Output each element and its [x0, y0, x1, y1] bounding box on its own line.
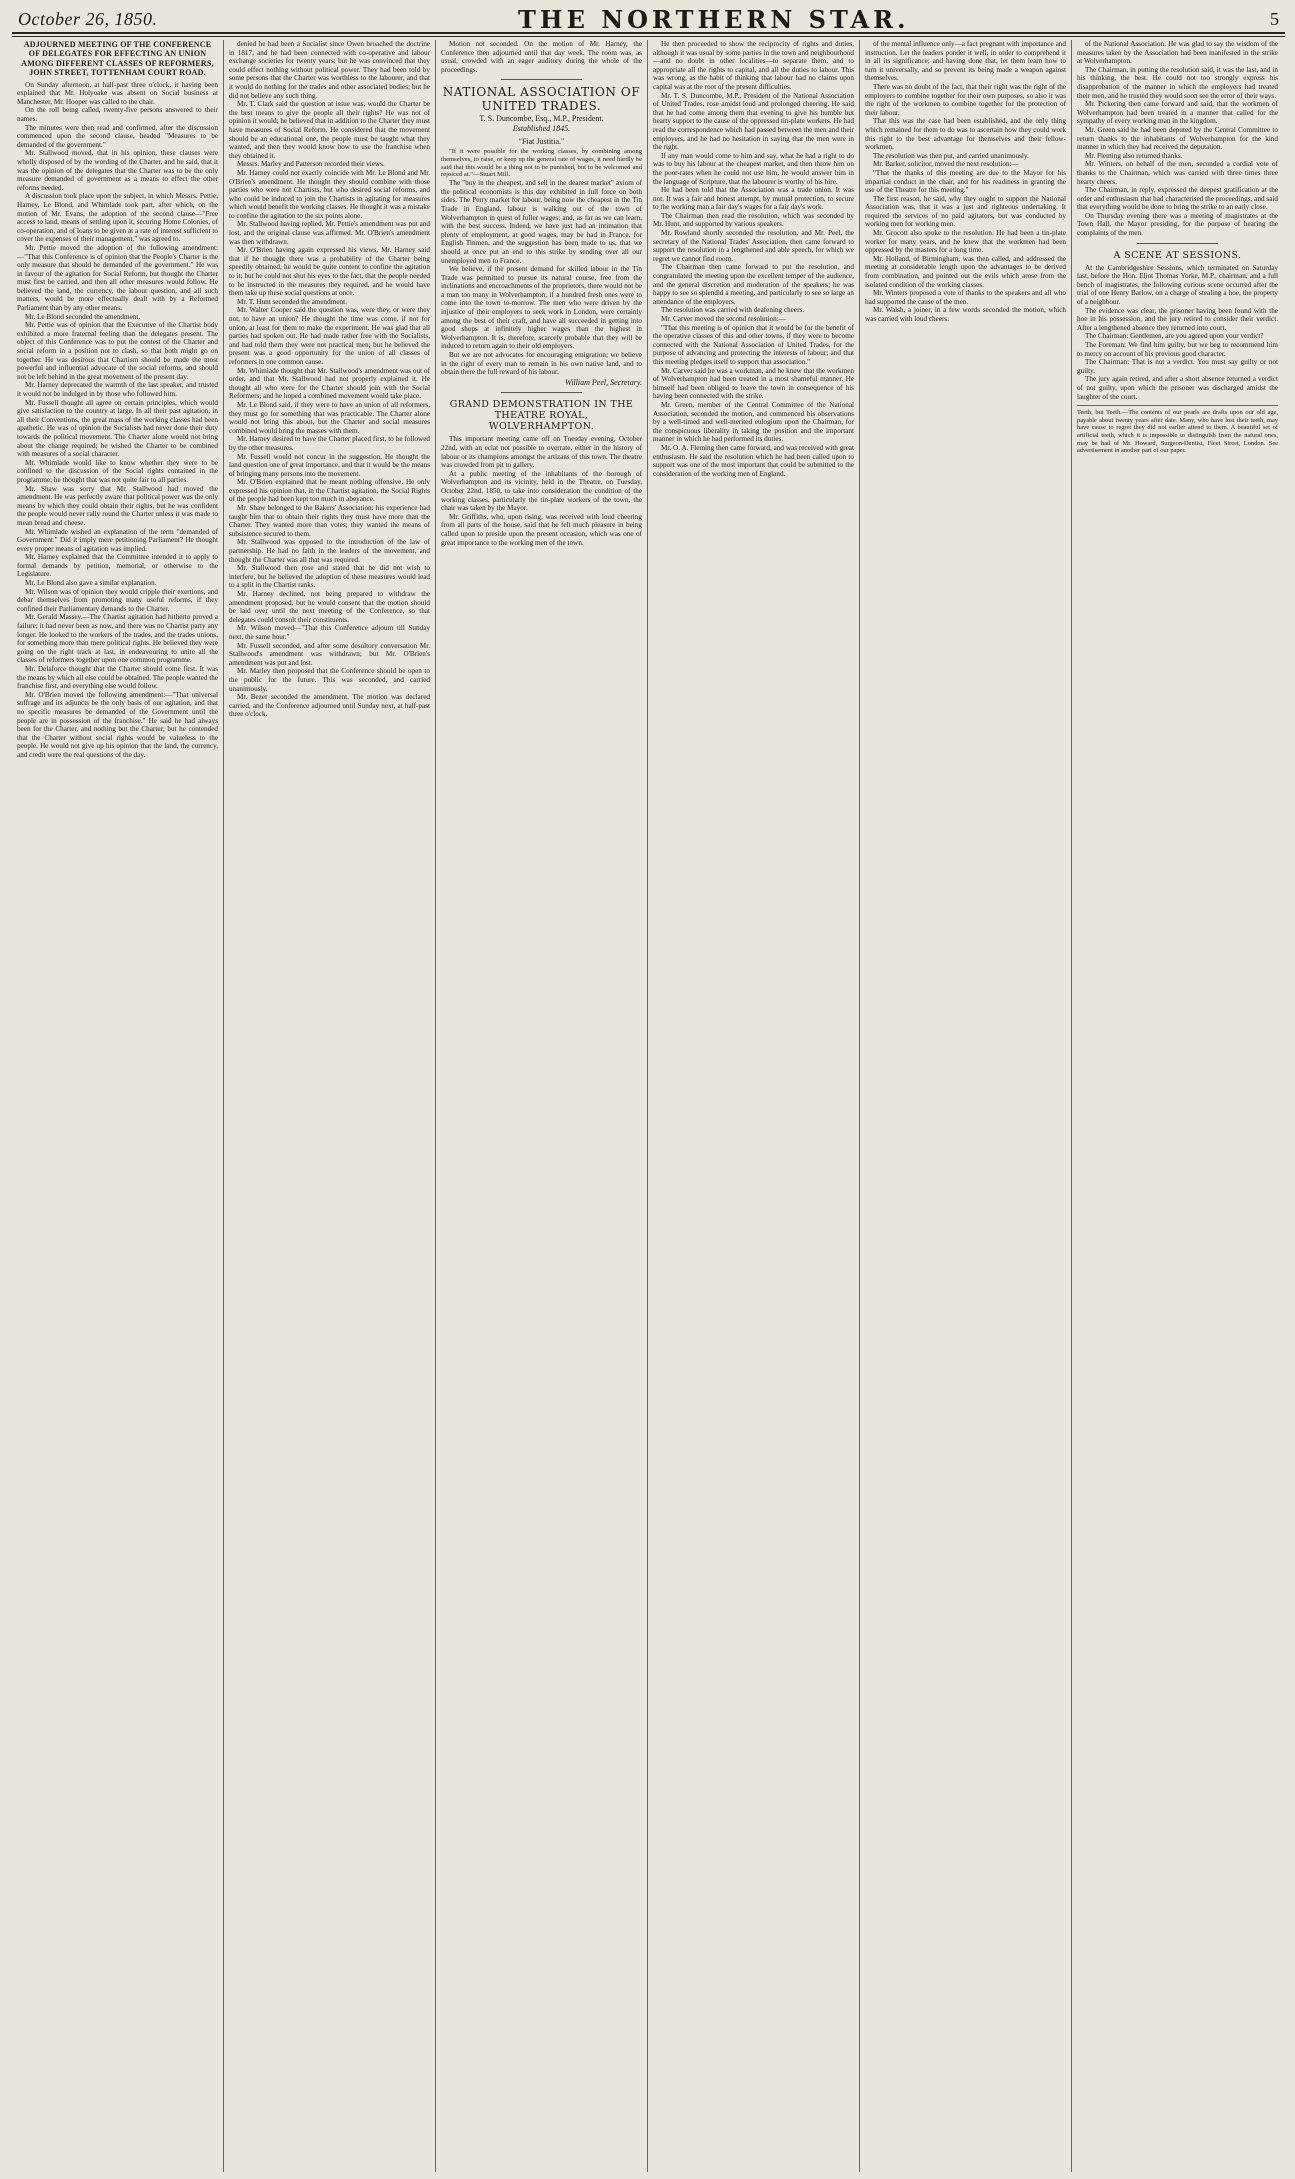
column-2-body	[229, 40, 430, 719]
article-paragraph: Mr. Green said he had been deputed by the Central Committee to return thanks to the inhabitants of Wolverhampton for the kind manner in which they had received the deputation.	[1077, 125, 1278, 152]
column-6-body	[1077, 40, 1278, 238]
columns	[12, 40, 1283, 2172]
article-paragraph: He had been told that the Association was a trade union. It was not. It was a fair and honest attempt, by mutual protection, to secure to the working man a fair day's wages for a fair day's work.	[653, 186, 854, 212]
article-paragraph: Mr. Harney declined, not being prepared to withdraw the amendment proposed, but he would consent that the motion should be laid over until the next meeting of the Conference, so that delegates could consult their constituents.	[229, 590, 430, 624]
article-paragraph: But we are not advocates for encouraging emigration; we believe in the right of every man to remain in his own native land, and to obtain there the full reward of his labour.	[441, 351, 642, 377]
article-paragraph: Mr. T. Hunt seconded the amendment.	[237, 297, 347, 306]
page-number: 5	[1270, 8, 1279, 29]
article-paragraph: The minutes were then read and confirmed, after the discussion commenced upon the second clause, headed "Measures to be demanded of the government."	[17, 123, 218, 149]
article-paragraph: A discussion took place upon the subject, in which Messrs. Pettie, Harney, Le Blond, and Whimlade took part, after which, on the motion of Mr. Evans, the adoption of the second clause—"Free access to land, means of settling upon it, securing Home Colonies, of co-operation, and of loans to be given at a rate of interest sufficient to cover the expenses of their management," was agreed to.	[17, 192, 218, 244]
article-paragraph: Mr. Whimlade thought that Mr. Stallwood's amendment was out of order, and that Mr. Stallwood had not properly explained it. He thought all who were for the Charter should join with the Social Reformers; and he hoped a combined movement would take place.	[229, 366, 430, 401]
article-paragraph: Mr. Le Blond also gave a similar explanation.	[25, 579, 157, 588]
article-paragraph: At the Cambridgeshire Sessions, which terminated on Saturday last, before the Hon. Eliot Thomas Yorke, M.P., chairman, and a full bench of magistrates, the following curious scene occurred after the trial of one Henry Barlow, on a charge of stealing a hoe, the property of a neighbour.	[1077, 263, 1278, 307]
article-paragraph: Mr. T. Clark said the question at issue was, would the Charter be the best means to give the people all their rights? He was not of opinion it would; he believed that in addition to the Charter they must have measures of Social Reform. He considered that the movement should be an educational one, the people must be taught what they wanted, and then they would know how to use the franchise when they obtained it.	[229, 100, 430, 160]
article-paragraph: Messrs. Marley and Patterson recorded their views.	[237, 160, 385, 169]
article-paragraph: Mr. Barker, solicitor, moved the next resolution:—	[873, 160, 1019, 169]
article-paragraph: Mr. Grocott also spoke to the resolution. He had been a tin-plate worker for many years, and he knew that the workmen had been oppressed by the masters for a long time.	[865, 229, 1066, 255]
article-paragraph: Mr. Fussell seconded, and after some desultory conversation Mr. Stallwood's amendment was withdrawn; but Mr. O'Brien's amendment was put and lost.	[229, 641, 430, 667]
masthead	[12, 6, 1285, 34]
article-paragraph: The evidence was clear, the prisoner having been found with the hoe in his possession, and the jury retired to consider their verdict. After a lengthened absence they returned into court.	[1077, 306, 1278, 332]
column-1-body	[17, 81, 218, 760]
article-paragraph: Mr. Winters proposed a vote of thanks to the speakers and all who had supported the cause of the men.	[865, 289, 1066, 306]
article-paragraph: The Chairman: That is not a verdict. You must say guilty or not guilty.	[1077, 358, 1278, 375]
column-4-body	[653, 40, 854, 478]
column-6	[1072, 40, 1283, 2172]
column-6-body-2	[1077, 264, 1278, 402]
article-paragraph: The Chairman, in reply, expressed the deepest gratification at the order and enthusiasm that had characterised the proceedings, and said that everything would be done to bring the strike to an early close.	[1077, 186, 1278, 212]
article-paragraph: Mr. Green, member of the Central Committee of the National Association, seconded the motion, and commenced his observations by a well-timed and well-merited eulogium upon the Chairman, for the conspicuous liberality in taking the position and the important manner in which he had performed its duties.	[653, 400, 854, 444]
article-paragraph: Mr. Pettie moved the adoption of the following amendment:—"That this Conference is of opinion that the People's Charter is the only measure that should be demanded of the government." He was in favour of the agitation for Social Reform, but thought the Charter must first be carried, and then all other measures would follow. He believed the land, the currency, the labour question, and all such matters, would be more effectually dealt with by a Reformed Parliament than by any other means.	[17, 243, 218, 313]
column-3-intro: Motion not seconded. On the motion of Mr. Harney, the Conference then adjourned until that day week. The room was, as usual, crowded with an eager auditory during the whole of the proceedings.	[441, 40, 642, 74]
article-paragraph: The resolution was carried with deafening cheers.	[661, 306, 805, 315]
association-established: Established 1845.	[512, 124, 571, 134]
article-paragraph: Mr. Wilson moved—"That this Conference adjourn till Sunday next, the same hour."	[229, 624, 430, 641]
article-paragraph: Mr. Stallwood then rose and stated that he did not wish to interfere, but he believed the adoption of these measures would lead to a split in the Chartist ranks.	[229, 564, 430, 590]
article-paragraph: On Thursday evening there was a meeting of magistrates at the Town Hall, the Mayor presiding, for the purpose of hearing the complaints of the men.	[1077, 211, 1278, 238]
article-paragraph: Mr. Stallwood having replied, Mr. Pettie's amendment was put and lost, and the original clause was affirmed. Mr. O'Brien's amendment was then withdrawn.	[229, 220, 430, 246]
article-paragraph: Mr. Pettie was of opinion that the Executive of the Chartist body exhibited a more fraternal feeling than the delegates present. The object of this Conference was to put the contest of the Charter and social reform in a position not to clash, so that both might go on together. He was desirous that Chartism should be made the most powerful and influential advocate of the social reforms, and should not be left behind in the great movement of the present day.	[17, 321, 218, 381]
column-3-body-2	[441, 435, 642, 547]
article-paragraph: Mr. Harney explained that the Committee intended it to apply to formal demands by petition, memorial, or otherwise to the Legislature.	[17, 553, 218, 579]
article-paragraph: Mr. Pickering then came forward and said, that the workmen of Wolverhampton had been treated in a manner that called for the sympathy of every working man in the kingdom.	[1077, 100, 1278, 126]
article-paragraph: Mr. Harney could not exactly coincide with Mr. Le Blond and Mr. O'Brien's amendment. He thought they should combine with those parties who were not Chartists, but who desired social reforms, and who could be induced to join the Chartists in agitating for measures which would benefit the working classes. He thought it was a mistake to confine the agitation to the six points alone.	[229, 168, 430, 220]
mill-quote: "If it were possible for the working classes, by combining among themselves, to raise, or keep up the general rate of wages, it need hardly be said that this would be a thing not to be punished, but to be welcomed and rejoiced at."—Stuart Mill.	[441, 147, 642, 179]
article-paragraph: The "buy in the cheapest, and sell in the dearest market" axiom of the political economists is this day exhibited in full force on both sides. The Perry market for labour, being now the cheapest in the Tin Trade in England, labour is walking out of the town of Wolverhampton in quest of fuller wages; and, as far as we can learn, with the best success. Indeed, we have just had an intimation that plenty of employment, at good wages, may be had in France, for English Tinmen, and the suggestion has been made to us, that we should at once put an end to this strike by sending over all our unemployed men to France.	[441, 179, 642, 265]
column-5	[860, 40, 1072, 2172]
article-paragraph: Mr. Rowland shortly seconded the resolution, and Mr. Peel, the secretary of the National Trades' Association, then came forward to support the resolution in a lengthened and able speech, for which we regret we cannot find room.	[653, 229, 854, 263]
article-paragraph: On the roll being called, twenty-five persons answered to their names.	[17, 106, 218, 123]
article-paragraph: Mr. Shaw was sorry that Mr. Stallwood had moved the amendment. He was perfectly aware that political power was the only means by which they could obtain their rights, but he was confident the people would never rally round the Charter unless it was made to mean bread and cheese.	[17, 484, 218, 527]
newspaper-title: THE NORTHERN STAR.	[518, 4, 910, 34]
divider	[501, 79, 581, 80]
association-motto: "Fiat Justitia."	[518, 136, 565, 146]
article-paragraph: Mr. Bezer seconded the amendment. The motion was declared carried, and the Conference adjourned until Sunday next, at half-past three o'clock.	[229, 693, 430, 719]
article-paragraph: Mr. Stallwood moved, that in his opinion, these clauses were wholly disposed of by the wording of the Charter, and he said, that it was the opinion of the delegates that the Charter was to be the only measure demanded of government as a means to effect the other reforms needed.	[17, 149, 218, 192]
article-paragraph: The first reason, he said, why they ought to support the National Association was, that it was a just and righteous undertaking. It required the services of no paid agitators, but was conducted by working men for working men.	[865, 194, 1066, 229]
article-paragraph: Mr. Shaw belonged to the Bakers' Association: his experience had taught him that to obtain their rights they must have more than the Charter. They wanted more than votes; they wanted the means of subsistence secured to them.	[229, 504, 430, 538]
article-paragraph: Mr. Stallwood was opposed to the introduction of the law of partnership. He had no faith in the leaders of the movement, and thought the Charter was all that was required.	[229, 538, 430, 564]
article-paragraph: Mr. Winters, on behalf of the men, seconded a cordial vote of thanks to the Chairman, which was carried with three times three hearty cheers.	[1077, 160, 1278, 186]
article-paragraph: Mr. Fussell would not concur in the suggestion. He thought the land question one of great importance, and that it would be the means of bringing many persons into the movement.	[229, 452, 430, 478]
article-paragraph: On Sunday afternoon, at half-past three o'clock, it having been explained that Mr. Holyoake was absent on Social business at Manchester, Mr. Hooper was called to the chair.	[17, 80, 218, 106]
article-paragraph: At a public meeting of the inhabitants of the borough of Wolverhampton and its vicinity, held in the Theatre, on Tuesday, October 22nd, 1850, to take into consideration the condition of the working classes, particularly the tin-plate workers of the town, the chair was taken by the Mayor.	[441, 469, 642, 513]
article-paragraph: of the National Association. He was glad to say the wisdom of the measures taken by the Association had been manifested in the strike at Wolverhampton.	[1077, 40, 1278, 66]
article-paragraph: Mr. O. A. Fleming then came forward, and was received with great enthusiasm. He said the resolution which he had been called upon to support was one of the most important that could be submitted to the consideration of the working men of England.	[653, 443, 854, 478]
article-paragraph: The Chairman then read the resolution, which was seconded by Mr. Hunt, and supported by various speakers.	[653, 211, 854, 229]
article-paragraph: That this was the case had been established, and the only thing which remained for them to do was to ascertain how they could work this right to the best advantage for themselves and their fellow-workmen.	[865, 117, 1066, 152]
article-paragraph: Mr. Fussell thought all agree on certain principles, which would give satisfaction to the country at large. In all their past agitation, in all their Conventions, the great mass of the working classes had been apathetic. He was of opinion the Socialists had never done their duty towards the political movement. The Charter alone would not bring about the change required; he wished the Charter to be combined with measures of a social character.	[17, 398, 218, 459]
article-paragraph: Mr. Le Blond said, if they were to have an union of all reformers, they must go for something that was practicable. The Charter alone would not bring this about, but the Charter and social measures combined would bring the masses with them.	[229, 400, 430, 435]
article-paragraph: He then proceeded to show the reciprocity of rights and duties, although it was usual by some parties in the town and neighbourhood—and no doubt in other localities—to separate them, and to appropriate all the rights to capital, and all the duties to labour. This was wrong, as the habit of thinking that labour had no claims upon capital was at the root of the present difficulties.	[653, 40, 854, 91]
article-paragraph: Mr. Delaforce thought that the Charter should come first. It was the means by which all else could be obtained. The people wanted the franchise first, and everything else would follow.	[17, 665, 218, 691]
column-3	[436, 40, 648, 2172]
article-paragraph: The Chairman, in putting the resolution said, it was the last, and in his thinking, the best. He could not too strongly express his disapprobation of the manner in which the employers had treated their men, and he trusted they would soon see the error of their ways.	[1077, 65, 1278, 100]
sessions-headline: A SCENE AT SESSIONS.	[1113, 249, 1242, 261]
article-paragraph: This important meeting came off on Tuesday evening, October 22nd, with an eclat not possible to overrate, either in the history of labour or its champions amongst the artizans of this town. The theatre was crowded from pit to gallery.	[441, 435, 642, 470]
divider	[501, 392, 581, 393]
article-paragraph: Mr. Whimlade would like to know whether they were to be confined to the discussion of the Social rights contained in the programme; he thought that was not quite fair to all parties.	[17, 458, 218, 484]
article-paragraph: "That the thanks of this meeting are due to the Mayor for his impartial conduct in the chair, and for his readiness in granting the use of the Theatre for this meeting."	[865, 168, 1066, 195]
article-paragraph: "That this meeting is of opinion that it would be for the benefit of the operative classes of this and other towns, if they were to become connected with the National Association of United Trades, for the purpose of advancing and protecting the interests of labour; and that this meeting pledges itself to support that association."	[653, 323, 854, 366]
article-paragraph: Mr. O'Brien having again expressed his views, Mr. Harney said that if he thought there was a probability of the Charter being speedily obtained, he would be quite content to confine the agitation to it; but he could not shut his eyes to the fact, that the people needed to be instructed in the measures they required, and he would have them take up these social questions at once.	[229, 246, 430, 298]
article-paragraph: Mr. O'Brien explained that he meant nothing offensive. He only expressed his opinion that, in the Chartist agitation, the Social Rights of the people had been kept too much in abeyance.	[229, 478, 430, 504]
article-paragraph: Mr. Harney deprecated the warmth of the last speaker, and trusted it would not be indulged in by those who followed him.	[17, 381, 218, 398]
article-paragraph: denied he had been a Socialist since Owen broached the doctrine in 1817, and he had been connected with co-operative and labour exchange societies for twenty years; but he was convinced that they could effect nothing without political power. They had been told by some persons that the Charter was worthless to the labourer, and that it would do nothing for the trades and other associated bodies; but he did not believe any such thing.	[229, 40, 430, 100]
article-paragraph: Mr. Carver moved the second resolution:—	[661, 315, 786, 323]
column-3-body	[441, 179, 642, 387]
article-paragraph: Mr. O'Brien moved the following amendment:—"That universal suffrage and its adjuncts be the only basis of our agitation, and that no specific measures be demanded of the Government until the people are in possession of the franchise." He said he had always been for the Charter, and nothing but the Charter; but he contended that the Charter without social rights would be valueless to the people. He would not give up his opinion that the land, the currency, and credit were the real questions of the day.	[17, 690, 218, 759]
article-paragraph: Mr. Fleming also returned thanks.	[1085, 151, 1183, 160]
conference-headline: ADJOURNED MEETING OF THE CONFERENCE OF DELEGATES FOR EFFECTING AN UNION AMONG DIFFERENT CLASSES OF REFORMERS, JOHN STREET, TOTTENHAM COURT ROAD.	[21, 40, 214, 78]
divider	[1137, 243, 1217, 244]
article-paragraph: Mr. Gerald Massey.—The Chartist agitation had hitherto proved a failure; it had never been as now, and there was no Chartist party any longer. He looked to the workers of the trades, and the trades unions, for something more than mere political rights. He believed they were going on the right track at last, in endeavouring to unite all the classes of reformers together upon one common programme.	[17, 613, 218, 665]
article-paragraph: Mr. Griffiths, who, upon rising, was received with loud cheering from all parts of the house, said that he felt much pleasure in being called upon to preside upon the present occasion, which was one of great importance to the working men of the town.	[441, 512, 642, 547]
issue-date: October 26, 1850.	[18, 8, 158, 29]
trades-association-headline: NATIONAL ASSOCIATION OF UNITED TRADES.	[442, 85, 641, 114]
masthead-rule	[12, 36, 1285, 37]
article-paragraph: of the mental influence only—a fact pregnant with importance and instruction. Let the leaders ponder it well, in order to comprehend it in all its significance; and having done that, let them learn how to turn it universally, and so prevent its being made a weapon against themselves.	[865, 40, 1066, 83]
article-paragraph: Mr. Carver said he was a workman, and he knew that the workmen of Wolverhampton had been treated in a most shameful manner. He himself had been obliged to leave the town in consequence of his having been connected with the strike.	[653, 366, 854, 401]
demonstration-headline: GRAND DEMONSTRATION IN THE THEATRE ROYAL, WOLVERHAMPTON.	[449, 399, 634, 433]
article-paragraph: Mr. T. S. Duncombe, M.P., President of the National Association of United Trades, rose amidst loud and prolonged cheering. He said that he had come among them that evening to give his humble but hearty support to the cause of the oppressed tin-plate workers. He had read the correspondence which had passed between the men and their employers, and he had no hesitation in saying that the men were in the right.	[653, 91, 854, 152]
article-paragraph: The resolution was then put, and carried unanimously.	[873, 151, 1029, 160]
column-1	[12, 40, 224, 2172]
column-5-body	[865, 40, 1066, 324]
column-4	[648, 40, 860, 2172]
article-paragraph: Mr. Holland, of Birmingham, was then called, and addressed the meeting at considerable length upon the advantages to be derived from combination, and pointed out the evils which arose from the isolated condition of the working classes.	[865, 254, 1066, 289]
article-paragraph: There was no doubt of the fact, that their right was the right of the employers to combine together for their own purposes, so also it was the right of the workmen to combine together for the protection of their labour.	[865, 82, 1066, 117]
article-paragraph: Mr. Harney desired to have the Charter placed first, to be followed by the other measures.	[229, 435, 430, 452]
article-paragraph: The Chairman: Gentlemen, are you agreed upon your verdict?	[1085, 332, 1264, 341]
article-paragraph: Mr. Marley then proposed that the Conference should be open to the public for the future. This was seconded, and carried unanimously.	[229, 667, 430, 693]
association-president: T. S. Duncombe, Esq., M.P., President.	[479, 114, 604, 124]
article-paragraph: The jury again retired, and after a short absence returned a verdict of not guilty, upon which the prisoner was discharged amidst the laughter of the court.	[1077, 375, 1278, 401]
article-paragraph: Mr. Wilson was of opinion they would cripple their exertions, and debar themselves from promoting many useful reforms, if they confined their Parliamentary demands to the Charter.	[17, 587, 218, 613]
article-paragraph: Mr. Le Blond seconded the amendment.	[25, 312, 141, 321]
article-paragraph: If any man would come to him and say, what he had a right to do was to buy his labour at the cheapest market, and then throw him on the poor-rates when he could not use him, he would answer him in the language of Scripture, that the labourer is worthy of his hire.	[653, 151, 854, 186]
article-paragraph: We believe, if the present demand for skilled labour in the Tin Trade was permitted to pursue its natural course, free from the inclinations and encroachments of the proprietors, there would not be a man too many in Wolverhampton, if a hundred fresh ones were to come into the town to-morrow. The men who were driven by the injustice of their employers to seek work in London, were certainly among the best of their craft, and have all succeeded in getting into good shops at infinitely higher wages than the highest in Wolverhampton. It is, therefore, scarcely probable that they will be induced to return again to their old employers.	[441, 265, 642, 351]
footnote: Teeth, but Teeth.—The contents of our pearls are drafts upon our old age, payable about twenty years after date. Many, who have lost their teeth, may have cause to regret they did not earlier attend to them. A beautiful set of artificial teeth, which it is impossible to distinguish from the natural ones, may be had of Mr. Howard, Surgeon-Dentist, Fleet Street, London. See advertisement in another part of our paper.	[1077, 405, 1278, 455]
article-paragraph: The Foreman: We find him guilty, but we beg to recommend him to mercy on account of his previous good character.	[1077, 341, 1278, 358]
article-paragraph: Mr. Whimlade wished an explanation of the term "demanded of Government." Did it imply mere petitioning Parliament? He thought every proper means of agitation was implied.	[17, 527, 218, 553]
column-2	[224, 40, 436, 2172]
article-paragraph: Mr. Walsh, a joiner, in a few words seconded the motion, which was carried with loud cheers.	[865, 306, 1066, 323]
article-paragraph: Mr. Walter Cooper said the question was, were they, or were they not, to have an union? He thought the time was come, if not for union, at least for them to make the experiment. He was glad that all parties had spoken out. He had made rather free with the Socialists, and had told them they were not practical men; but he believed the present was a good opportunity for the union of all classes of reformers in one common cause.	[229, 306, 430, 366]
article-paragraph: William Peel, Secretary.	[564, 377, 642, 387]
article-paragraph: The Chairman then came forward to put the resolution, and congratulated the meeting upon the excellent temper of the audience, and the general discretion and moderation of the speakers; he was happy to see so splendid a meeting, and particularly to see so large an attendance of the employers.	[653, 263, 854, 306]
